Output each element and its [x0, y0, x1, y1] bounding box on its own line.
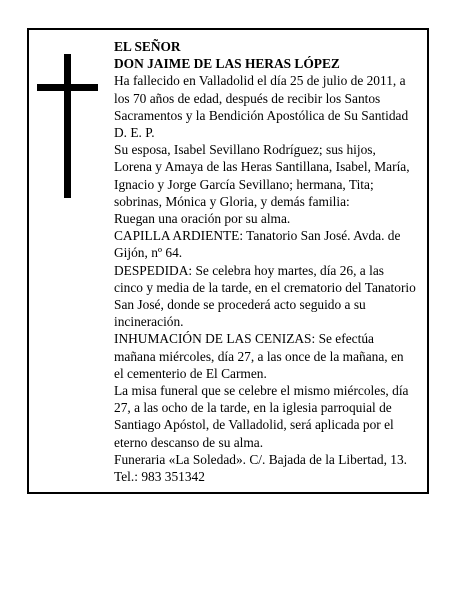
funeral-chapel-paragraph: CAPILLA ARDIENTE: Tanatorio San José. Avda. de Gijón, nº 64. — [114, 228, 401, 261]
funeral-home-paragraph: Funeraria «La Soledad». C/. Bajada de la Libertad, 13. Tel.: 983 351342 — [114, 451, 408, 485]
family-paragraph: Su esposa, Isabel Sevillano Rodríguez; sus hijos, Lorena y Amaya de las Heras Santillana, Isabel, María, Ignacio y Jorge García Sevillano; hermana, Tita; sobrinas, Mónica y Gloria, y demás familia: — [114, 142, 410, 209]
death-announcement-paragraph: Ha fallecido en Valladolid el día 25 de julio de 2011, a los 70 años de edad, después de recibir los Santos Sacramentos y la Bendición Apostólica de Su Santidad D. E. P. — [114, 73, 409, 141]
cross-horizontal-bar — [37, 84, 98, 91]
funeral-mass-paragraph: La misa funeral que se celebre el mismo miércoles, día 27, a las ocho de la tarde, en la iglesia parroquial de Santiago Apóstol, de Valladolid, será aplicada por el eterno descanso de su alma. — [114, 383, 409, 450]
prayer-request-paragraph: Ruegan una oración por su alma. — [114, 211, 291, 227]
obituary-text-block — [114, 38, 416, 485]
cross-vertical-bar — [64, 54, 71, 198]
farewell-paragraph: DESPEDIDA: Se celebra hoy martes, día 26, a las cinco y media de la tarde, en el crematorio del Tanatorio San José, donde se procederá acto seguido a su incineración. — [114, 262, 416, 330]
ashes-burial-paragraph: INHUMACIÓN DE LAS CENIZAS: Se efectúa mañana miércoles, día 27, a las once de la mañana, en el cementerio de El Carmen. — [114, 331, 404, 381]
heading-title: EL SEÑOR — [114, 39, 181, 54]
deceased-name: DON JAIME DE LAS HERAS LÓPEZ — [114, 56, 340, 72]
